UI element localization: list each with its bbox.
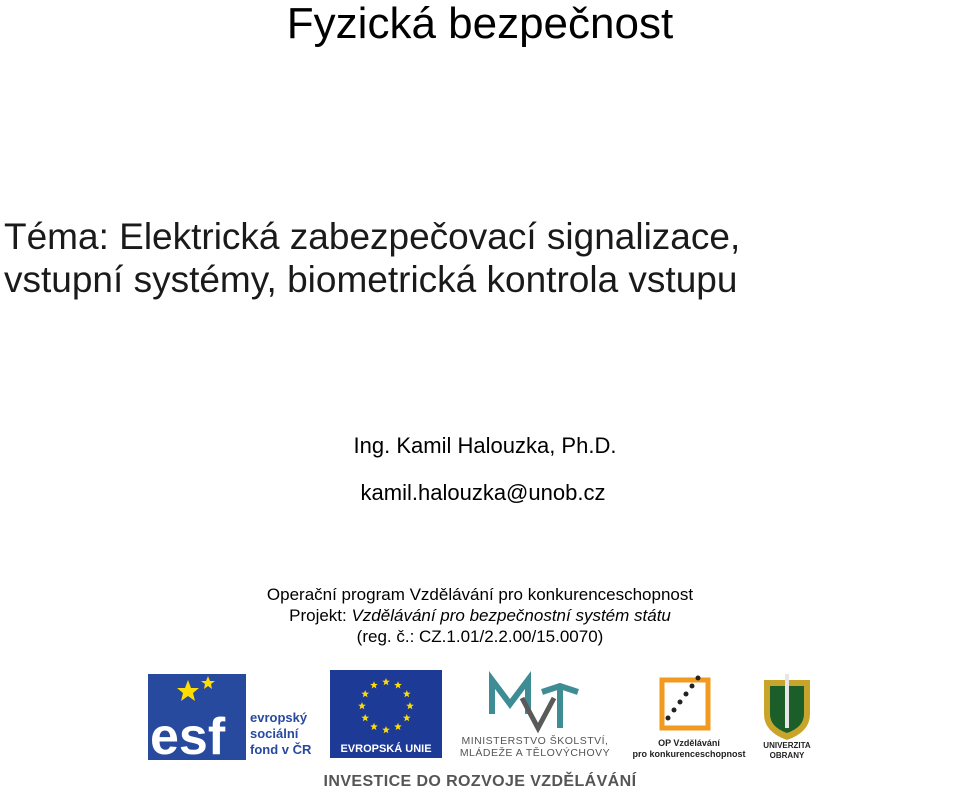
esf-letters: esf <box>150 708 226 760</box>
program-line-3: (reg. č.: CZ.1.01/2.2.00/15.0070) <box>356 627 604 646</box>
footer-slogan: INVESTICE DO ROZVOJE VZDĚLÁVÁNÍ <box>323 773 637 790</box>
uo-text-1: UNIVERZITA <box>763 741 811 750</box>
esf-text-1: evropský <box>250 710 308 725</box>
esf-text-2: sociální <box>250 726 299 741</box>
op-frame-icon <box>662 680 708 728</box>
uo-text-2: OBRANY <box>769 751 805 760</box>
project-label: Projekt: <box>289 606 352 625</box>
op-text-2: pro konkurenceschopnost <box>632 749 746 759</box>
topic-line-1: Téma: Elektrická zabezpečovací signalizace, <box>4 216 741 257</box>
topic-line-2: vstupní systémy, biometrická kontrola vstupu <box>4 259 738 300</box>
esf-text-3: fond v ČR <box>250 742 312 757</box>
author-name: Ing. Kamil Halouzka, Ph.D. <box>353 433 617 458</box>
logo-strip <box>140 670 820 760</box>
project-name: Vzdělávání pro bezpečnostní systém státu <box>351 606 671 625</box>
msmt-logo <box>446 670 624 760</box>
topic-heading <box>4 215 740 301</box>
msmt-text-2: MLÁDEŽE A TĚLOVÝCHOVY <box>459 747 611 759</box>
program-line-2 <box>0 605 960 626</box>
page-title: Fyzická bezpečnost <box>286 0 674 48</box>
program-line-1: Operační program Vzdělávání pro konkurenceschopnost <box>266 585 694 604</box>
esf-logo <box>148 674 316 760</box>
msmt-emblem-icon <box>492 680 578 728</box>
eu-logo <box>330 670 442 758</box>
program-info <box>0 584 960 647</box>
uo-logo <box>754 670 820 760</box>
op-text-1: OP Vzdělávání <box>658 738 720 748</box>
eu-text: EVROPSKÁ UNIE <box>340 743 432 755</box>
author-email[interactable]: kamil.halouzka@unob.cz <box>360 480 606 505</box>
msmt-text-1: MINISTERSTVO ŠKOLSTVÍ, <box>461 735 609 747</box>
op-logo <box>632 670 746 760</box>
